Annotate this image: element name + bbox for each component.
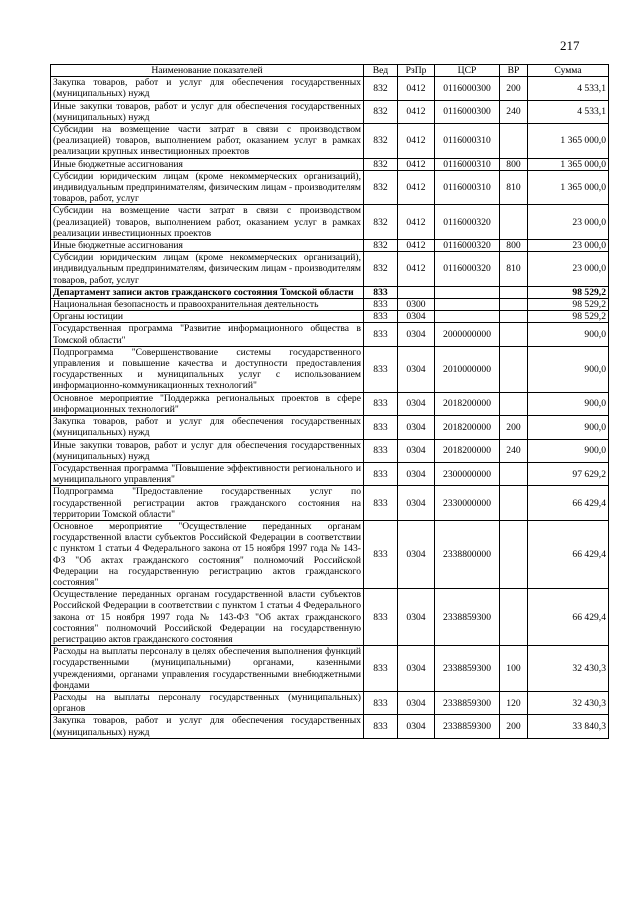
cell-sum: 1 365 000,0: [528, 124, 609, 159]
cell-vr: [500, 462, 528, 485]
cell-vr: 200: [500, 416, 528, 439]
cell-ved: 832: [364, 170, 398, 205]
cell-name: Иные бюджетные ассигнования: [51, 158, 364, 170]
header-csr: ЦСР: [435, 65, 500, 77]
header-vr: ВР: [500, 65, 528, 77]
cell-csr: [435, 299, 500, 311]
cell-name: Основное мероприятие "Осуществление переданных органам государственной власти субъектов Российской Федерации в соответствии с пунктом 1 статьи 4 Федерального закона от 15 ноября 1997 года № 143-ФЗ "Об актах гражданского состояния" полномочий Российской Федерации на государственную регистрацию актов гражданского состояния": [51, 520, 364, 588]
cell-rzpr: 0304: [398, 520, 435, 588]
cell-csr: 0116000300: [435, 100, 500, 123]
header-sum: Сумма: [528, 65, 609, 77]
cell-name: Осуществление переданных органам государственной власти субъектов Российской Федерации в соответствии с пунктом 1 статьи 4 Федерального закона от 15 ноября 1997 года № 143-ФЗ "Об актах гражданского состояния" полномочий Российской Федерации на государственную регистрацию актов гражданского состояния: [51, 589, 364, 646]
cell-ved: 832: [364, 77, 398, 100]
cell-csr: 2338859300: [435, 691, 500, 714]
header-name: Наименование показателей: [51, 65, 364, 77]
cell-ved: 833: [364, 416, 398, 439]
table-row: [51, 416, 609, 439]
table-row: [51, 205, 609, 240]
cell-sum: 23 000,0: [528, 252, 609, 287]
cell-vr: [500, 124, 528, 159]
cell-vr: [500, 205, 528, 240]
cell-rzpr: 0304: [398, 392, 435, 415]
table-row: [51, 124, 609, 159]
cell-csr: 0116000310: [435, 158, 500, 170]
table-row: [51, 252, 609, 287]
cell-rzpr: 0412: [398, 205, 435, 240]
cell-vr: [500, 323, 528, 346]
table-row: [51, 439, 609, 462]
cell-name: Подпрограмма "Совершенствование системы государственного управления и повышение качества и доступности предоставления государственных и муниципальных услуг с использованием информационно-коммуникационных технологий": [51, 346, 364, 392]
cell-rzpr: 0412: [398, 100, 435, 123]
cell-name: Органы юстиции: [51, 311, 364, 323]
table-row: [51, 323, 609, 346]
table-row: [51, 100, 609, 123]
cell-ved: 833: [364, 346, 398, 392]
cell-sum: 900,0: [528, 346, 609, 392]
cell-csr: 0116000300: [435, 77, 500, 100]
cell-sum: 66 429,4: [528, 486, 609, 521]
cell-csr: 2000000000: [435, 323, 500, 346]
cell-sum: 32 430,3: [528, 646, 609, 692]
cell-csr: 2018200000: [435, 416, 500, 439]
cell-ved: 832: [364, 240, 398, 252]
table-row: [51, 486, 609, 521]
cell-ved: 832: [364, 205, 398, 240]
cell-name: Субсидии на возмещение части затрат в связи с производством (реализацией) товаров, выполнением работ, оказанием услуг в рамках реализации крупных инвестиционных проектов: [51, 124, 364, 159]
cell-name: Иные бюджетные ассигнования: [51, 240, 364, 252]
cell-vr: 240: [500, 439, 528, 462]
table-row: [51, 299, 609, 311]
cell-vr: 200: [500, 77, 528, 100]
cell-vr: 200: [500, 715, 528, 738]
cell-sum: 900,0: [528, 392, 609, 415]
header-ved: Вед: [364, 65, 398, 77]
header-rzpr: РзПр: [398, 65, 435, 77]
cell-sum: 66 429,4: [528, 589, 609, 646]
cell-ved: 832: [364, 158, 398, 170]
cell-ved: 832: [364, 252, 398, 287]
cell-csr: 2330000000: [435, 486, 500, 521]
cell-sum: 23 000,0: [528, 205, 609, 240]
cell-vr: [500, 346, 528, 392]
cell-sum: 900,0: [528, 416, 609, 439]
cell-vr: [500, 392, 528, 415]
cell-csr: 0116000320: [435, 205, 500, 240]
cell-ved: 833: [364, 299, 398, 311]
table-row: [51, 646, 609, 692]
cell-sum: 33 840,3: [528, 715, 609, 738]
cell-csr: 2338800000: [435, 520, 500, 588]
cell-csr: 0116000310: [435, 124, 500, 159]
table-row: [51, 170, 609, 205]
cell-ved: 833: [364, 646, 398, 692]
cell-vr: 810: [500, 252, 528, 287]
cell-csr: 2010000000: [435, 346, 500, 392]
cell-name: Расходы на выплаты персоналу государственных (муниципальных) органов: [51, 691, 364, 714]
cell-ved: 833: [364, 439, 398, 462]
cell-csr: 2018200000: [435, 439, 500, 462]
cell-name: Подпрограмма "Предоставление государственных услуг по государственной регистрации актов гражданского состояния на территории Томской области": [51, 486, 364, 521]
page-number: 217: [560, 38, 580, 53]
cell-ved: 833: [364, 462, 398, 485]
table-row: [51, 691, 609, 714]
cell-vr: 120: [500, 691, 528, 714]
cell-ved: 833: [364, 286, 398, 298]
cell-vr: 100: [500, 646, 528, 692]
table-row: [51, 392, 609, 415]
table-row: [51, 286, 609, 298]
table-row: [51, 77, 609, 100]
cell-sum: 1 365 000,0: [528, 170, 609, 205]
cell-rzpr: 0412: [398, 240, 435, 252]
cell-vr: 800: [500, 240, 528, 252]
cell-csr: 2018200000: [435, 392, 500, 415]
table-row: [51, 311, 609, 323]
cell-rzpr: 0304: [398, 416, 435, 439]
cell-rzpr: 0304: [398, 715, 435, 738]
cell-rzpr: 0304: [398, 589, 435, 646]
cell-rzpr: 0304: [398, 646, 435, 692]
cell-csr: 2338859300: [435, 715, 500, 738]
cell-ved: 833: [364, 392, 398, 415]
cell-ved: 833: [364, 715, 398, 738]
cell-name: Закупка товаров, работ и услуг для обеспечения государственных (муниципальных) нужд: [51, 416, 364, 439]
cell-rzpr: 0304: [398, 486, 435, 521]
cell-name: Расходы на выплаты персоналу в целях обеспечения выполнения функций государственными (муниципальными) органами, казенными учреждениями, органами управления государственными внебюджетными фондами: [51, 646, 364, 692]
cell-rzpr: [398, 286, 435, 298]
cell-ved: 833: [364, 520, 398, 588]
cell-rzpr: 0304: [398, 323, 435, 346]
cell-rzpr: 0304: [398, 462, 435, 485]
cell-name: Закупка товаров, работ и услуг для обеспечения государственных (муниципальных) нужд: [51, 715, 364, 738]
cell-csr: 0116000320: [435, 240, 500, 252]
cell-rzpr: 0304: [398, 346, 435, 392]
cell-vr: [500, 311, 528, 323]
cell-ved: 833: [364, 311, 398, 323]
table-row: [51, 346, 609, 392]
cell-csr: 2300000000: [435, 462, 500, 485]
cell-rzpr: 0412: [398, 77, 435, 100]
cell-rzpr: 0412: [398, 170, 435, 205]
cell-sum: 900,0: [528, 439, 609, 462]
cell-rzpr: 0412: [398, 158, 435, 170]
cell-name: Субсидии на возмещение части затрат в связи с производством (реализацией) товаров, выполнением работ, оказанием услуг в рамках реализации инвестиционных проектов: [51, 205, 364, 240]
cell-vr: 240: [500, 100, 528, 123]
table-row: [51, 462, 609, 485]
budget-table: [50, 64, 609, 739]
cell-sum: 98 529,2: [528, 299, 609, 311]
cell-csr: 0116000310: [435, 170, 500, 205]
cell-csr: [435, 286, 500, 298]
cell-name: Закупка товаров, работ и услуг для обеспечения государственных (муниципальных) нужд: [51, 77, 364, 100]
cell-vr: [500, 520, 528, 588]
cell-sum: 66 429,4: [528, 520, 609, 588]
cell-ved: 833: [364, 691, 398, 714]
cell-sum: 32 430,3: [528, 691, 609, 714]
cell-csr: 0116000320: [435, 252, 500, 287]
cell-vr: 800: [500, 158, 528, 170]
cell-rzpr: 0412: [398, 124, 435, 159]
table-row: [51, 158, 609, 170]
cell-ved: 832: [364, 124, 398, 159]
cell-sum: 1 365 000,0: [528, 158, 609, 170]
cell-sum: 97 629,2: [528, 462, 609, 485]
cell-ved: 833: [364, 486, 398, 521]
cell-csr: [435, 311, 500, 323]
cell-name: Субсидии юридическим лицам (кроме некоммерческих организаций), индивидуальным предпринимателям, физическим лицам - производителям товаров, работ, услуг: [51, 170, 364, 205]
cell-sum: 4 533,1: [528, 77, 609, 100]
cell-sum: 98 529,2: [528, 286, 609, 298]
cell-name: Основное мероприятие "Поддержка региональных проектов в сфере информационных технологий": [51, 392, 364, 415]
cell-rzpr: 0412: [398, 252, 435, 287]
table-row: [51, 240, 609, 252]
cell-name: Иные закупки товаров, работ и услуг для обеспечения государственных (муниципальных) нужд: [51, 100, 364, 123]
cell-rzpr: 0304: [398, 691, 435, 714]
table-header-row: [51, 65, 609, 77]
cell-vr: [500, 286, 528, 298]
cell-sum: 4 533,1: [528, 100, 609, 123]
cell-name: Иные закупки товаров, работ и услуг для обеспечения государственных (муниципальных) нужд: [51, 439, 364, 462]
cell-vr: 810: [500, 170, 528, 205]
cell-name: Субсидии юридическим лицам (кроме некоммерческих организаций), индивидуальным предпринимателям, физическим лицам - производителям товаров, работ, услуг: [51, 252, 364, 287]
cell-name: Государственная программа "Повышение эффективности регионального и муниципального управления": [51, 462, 364, 485]
cell-vr: [500, 589, 528, 646]
cell-rzpr: 0304: [398, 439, 435, 462]
cell-name: Департамент записи актов гражданского состояния Томской области: [51, 286, 364, 298]
cell-sum: 900,0: [528, 323, 609, 346]
table-row: [51, 520, 609, 588]
cell-ved: 833: [364, 589, 398, 646]
table-row: [51, 589, 609, 646]
cell-sum: 98 529,2: [528, 311, 609, 323]
cell-name: Национальная безопасность и правоохранительная деятельность: [51, 299, 364, 311]
cell-sum: 23 000,0: [528, 240, 609, 252]
cell-rzpr: 0300: [398, 299, 435, 311]
cell-ved: 833: [364, 323, 398, 346]
cell-rzpr: 0304: [398, 311, 435, 323]
cell-name: Государственная программа "Развитие информационного общества в Томской области": [51, 323, 364, 346]
table-row: [51, 715, 609, 738]
cell-vr: [500, 486, 528, 521]
cell-vr: [500, 299, 528, 311]
cell-csr: 2338859300: [435, 589, 500, 646]
cell-ved: 832: [364, 100, 398, 123]
cell-csr: 2338859300: [435, 646, 500, 692]
